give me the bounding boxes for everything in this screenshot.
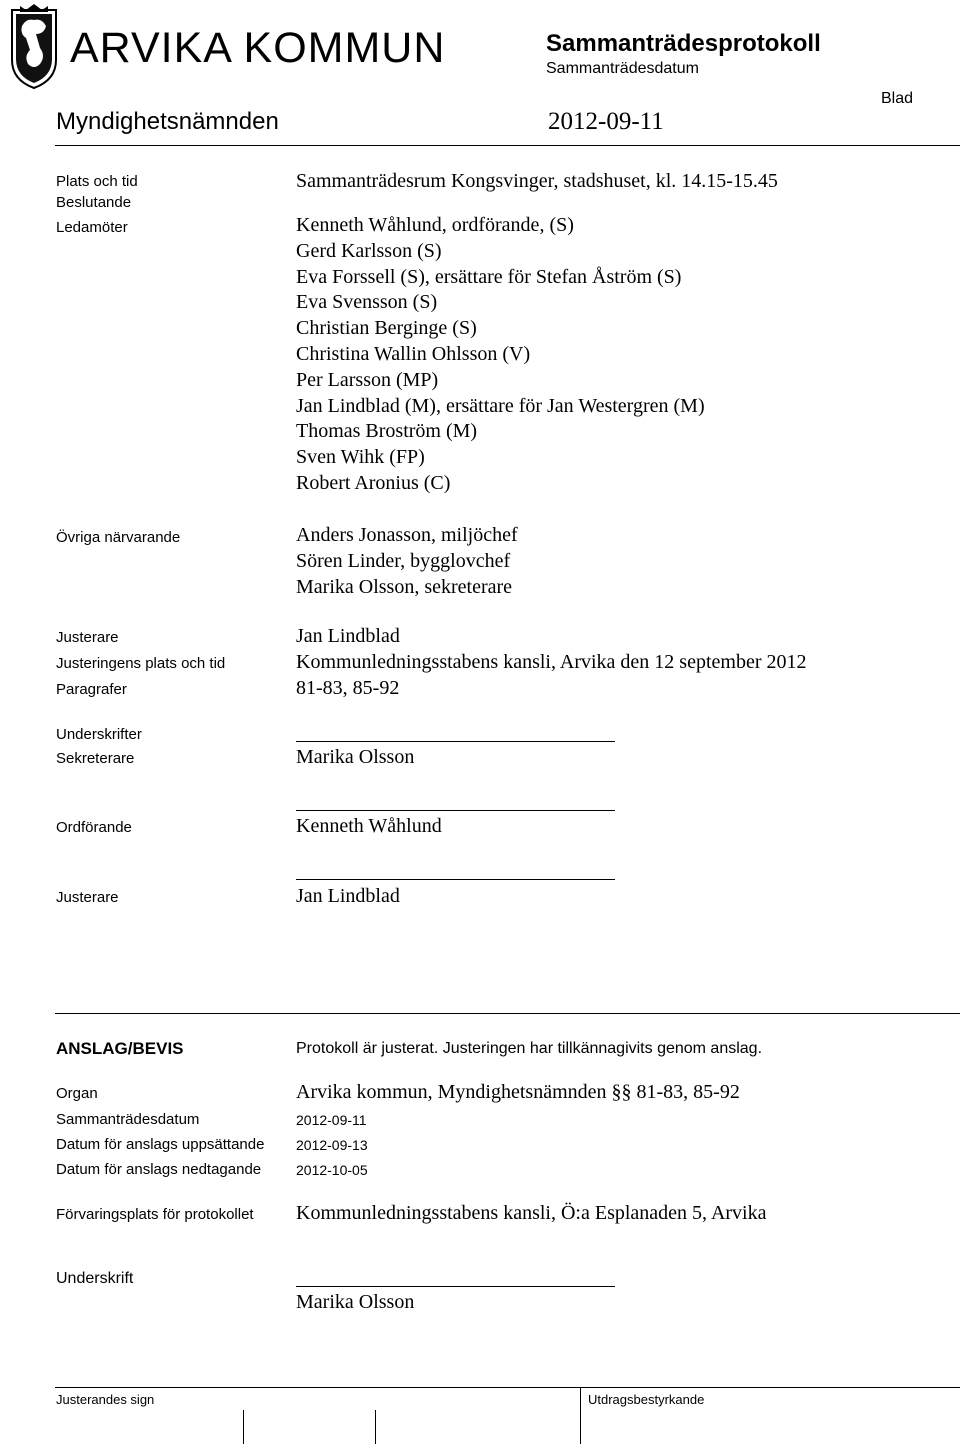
list-item: Christian Berginge (S) <box>296 317 477 340</box>
list-item: Thomas Broström (M) <box>296 420 478 443</box>
place-label: Plats och tid <box>56 173 138 190</box>
secretary-label: Sekreterare <box>56 750 135 767</box>
list-item: Kenneth Wåhlund, ordförande, (S) <box>296 214 574 236</box>
secretary-name: Marika Olsson <box>296 746 415 768</box>
list-item: Robert Aronius (C) <box>296 471 451 494</box>
others-label: Övriga närvarande <box>56 529 181 546</box>
list-item: Gerd Karlsson (S) <box>296 239 442 262</box>
others-list <box>296 524 518 601</box>
adjust-place-label: Justeringens plats och tid <box>56 655 226 672</box>
storage-value: Kommunledningsstabens kansli, Ö:a Esplanaden 5, Arvika <box>296 1202 767 1224</box>
storage-label: Förvaringsplats för protokollet <box>56 1206 254 1223</box>
initial-box <box>375 1410 376 1444</box>
chair-label: Ordförande <box>56 819 132 836</box>
org-name: ARVIKA KOMMUN <box>70 24 446 72</box>
organ-value: Arvika kommun, Myndighetsnämnden §§ 81-83, 85-92 <box>296 1081 740 1103</box>
list-item: Per Larsson (MP) <box>296 368 439 391</box>
footer-rule <box>55 1387 960 1388</box>
list-item: Sven Wihk (FP) <box>296 446 425 469</box>
notice-signature-name: Marika Olsson <box>296 1291 415 1313</box>
footer-divider <box>580 1387 581 1444</box>
place-value: Sammanträdesrum Kongsvinger, stadshuset, kl. 14.15-15.45 <box>296 170 778 192</box>
deciding-label: Beslutande <box>56 194 132 211</box>
adjuster-label: Justerare <box>56 629 119 646</box>
committee-name: Myndighetsnämnden <box>56 108 279 135</box>
notice-date-label: Sammanträdesdatum <box>56 1111 200 1128</box>
list-item: Eva Svensson (S) <box>296 291 438 314</box>
municipal-crest-icon <box>6 4 62 90</box>
initial-box <box>243 1410 244 1444</box>
notice-statement: Protokoll är justerat. Justeringen har tillkännagivits genom anslag. <box>296 1040 763 1057</box>
signature-line <box>296 741 615 742</box>
chair-name: Kenneth Wåhlund <box>296 815 442 837</box>
extract-cert-label: Utdragsbestyrkande <box>588 1392 705 1407</box>
adjust-place-value: Kommunledningsstabens kansli, Arvika den 12 september 2012 <box>296 651 807 673</box>
notice-rule <box>55 1013 960 1014</box>
list-item: Jan Lindblad (M), ersättare för Jan Westergren (M) <box>296 394 705 417</box>
notice-heading: ANSLAG/BEVIS <box>56 1039 184 1058</box>
members-label: Ledamöter <box>56 219 128 236</box>
header-date-label: Sammanträdesdatum <box>546 60 699 77</box>
sig-adjuster-label: Justerare <box>56 889 119 906</box>
signature-line <box>296 879 615 880</box>
list-item: Sören Linder, bygglovchef <box>296 549 511 572</box>
removed-label: Datum för anslags nedtagande <box>56 1161 262 1178</box>
paragraphs-label: Paragrafer <box>56 681 127 698</box>
adjuster-value: Jan Lindblad <box>296 625 400 647</box>
organ-label: Organ <box>56 1085 98 1102</box>
notice-signature-label: Underskrift <box>56 1270 134 1287</box>
list-item: Marika Olsson, sekreterare <box>296 575 513 598</box>
signatures-heading: Underskrifter <box>56 726 142 743</box>
sig-adjuster-name: Jan Lindblad <box>296 885 400 907</box>
posted-label: Datum för anslags uppsättande <box>56 1136 265 1153</box>
doc-type-title: Sammanträdesprotokoll <box>546 30 821 57</box>
list-item: Anders Jonasson, miljöchef <box>296 524 518 546</box>
list-item: Eva Forssell (S), ersättare för Stefan Åström (S) <box>296 265 682 288</box>
paragraphs-value: 81-83, 85-92 <box>296 677 400 699</box>
removed-value: 2012-10-05 <box>296 1162 368 1178</box>
posted-value: 2012-09-13 <box>296 1137 368 1153</box>
page-label: Blad <box>881 90 914 107</box>
notice-date-value: 2012-09-11 <box>296 1112 367 1128</box>
signature-line <box>296 810 615 811</box>
adjusters-sign-label: Justerandes sign <box>56 1392 155 1407</box>
header-rule <box>55 145 960 146</box>
signature-line <box>296 1286 615 1287</box>
member-list <box>296 214 705 498</box>
meeting-date: 2012-09-11 <box>548 108 664 135</box>
list-item: Christina Wallin Ohlsson (V) <box>296 342 531 365</box>
